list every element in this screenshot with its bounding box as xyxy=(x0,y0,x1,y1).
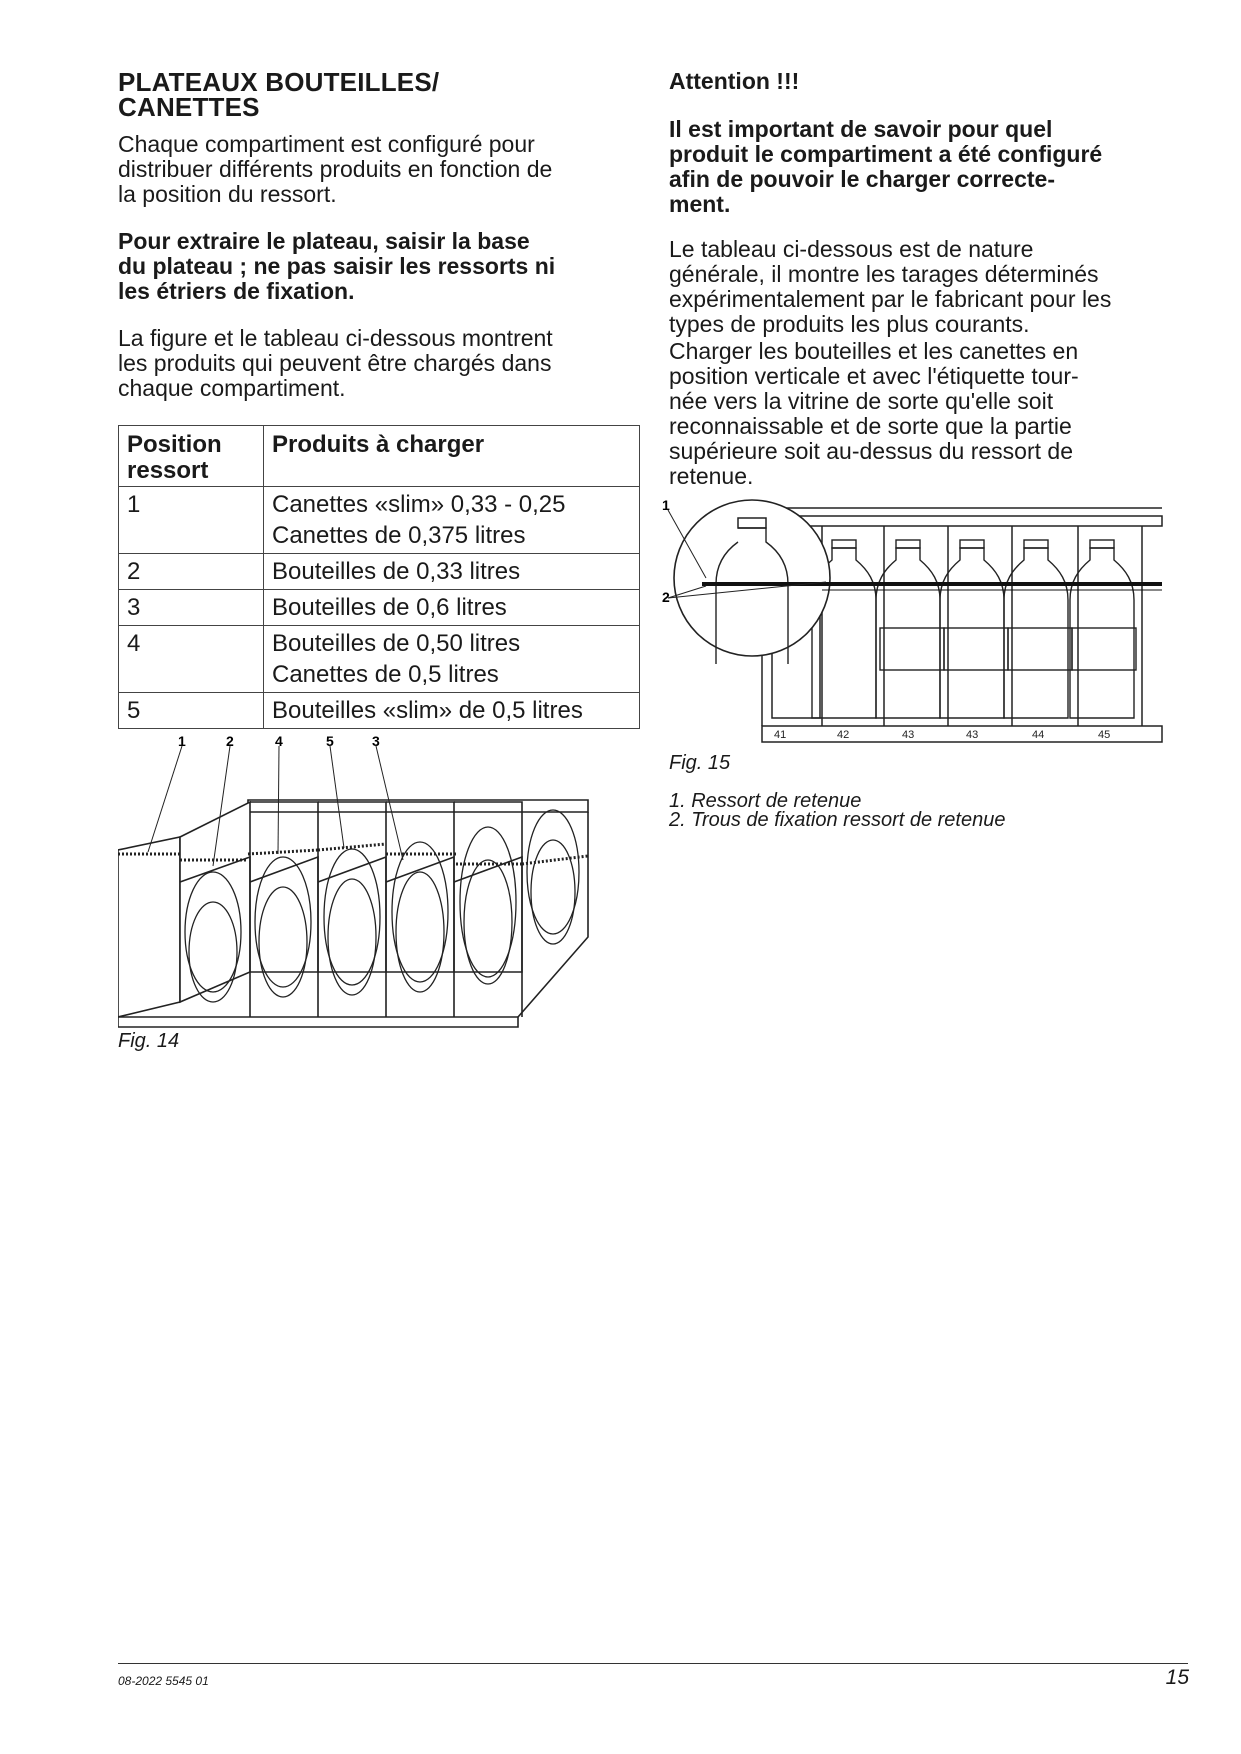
header-products: Produits à charger xyxy=(264,426,640,487)
slot-number: 45 xyxy=(1098,729,1111,741)
footer-divider xyxy=(118,1663,1188,1664)
slot-number: 42 xyxy=(837,729,850,741)
table-cell-products: Bouteilles de 0,6 litres xyxy=(264,590,640,626)
fig15-callout-2: 2 xyxy=(662,589,670,605)
page-number: 15 xyxy=(1165,1666,1189,1689)
table-cell-products: Canettes «slim» 0,33 - 0,25 Canettes de 0,375 litres xyxy=(264,487,640,554)
section-heading: PLATEAUX BOUTEILLES/ CANETTES xyxy=(118,67,440,122)
fig14-caption: Fig. 14 xyxy=(118,1030,180,1052)
fig14-callout-1: 1 xyxy=(178,733,186,749)
legend-item: 1. Ressort de retenue xyxy=(669,790,862,812)
table-row xyxy=(119,693,640,729)
table-row xyxy=(119,554,640,590)
table-cell-position: 1 xyxy=(119,487,264,554)
fig14-callout-3: 3 xyxy=(372,733,380,749)
table-cell-position: 5 xyxy=(119,693,264,729)
fig14-tray-drawing xyxy=(118,732,593,1032)
left-column xyxy=(118,64,638,729)
slot-number: 43 xyxy=(966,729,979,741)
table-row xyxy=(119,626,640,693)
table-cell-products: Bouteilles de 0,33 litres xyxy=(264,554,640,590)
table-cell-position: 2 xyxy=(119,554,264,590)
loading-instructions-paragraph: Charger les bouteilles et les canettes en position verticale et avec l'étiquette tour- née vers la vitrine de sorte qu'elle soit reconnaissable et de sorte que la partie supérieure soit au-dessus du ressort de retenue. xyxy=(669,338,1079,489)
document-code: 08-2022 5545 01 xyxy=(118,1674,209,1688)
slot-number: 43 xyxy=(902,729,915,741)
fig15-caption: Fig. 15 xyxy=(669,752,731,774)
table-header-row xyxy=(119,426,640,487)
fig14-callout-2: 2 xyxy=(226,733,234,749)
intro-paragraph: Chaque compartiment est configuré pour distribuer différents produits en fonction de la position du ressort. xyxy=(118,131,553,207)
general-table-paragraph: Le tableau ci-dessous est de nature générale, il montre les tarages déterminés expérimentalement par le fabricant pour les types de produits les plus courants. xyxy=(669,236,1112,337)
legend-item: 2. Trous de fixation ressort de retenue xyxy=(669,809,1006,831)
table-cell-products: Bouteilles de 0,50 litres Canettes de 0,5 litres xyxy=(264,626,640,693)
fig14-callout-5: 5 xyxy=(326,733,334,749)
header-position: Position ressort xyxy=(119,426,264,487)
table-row xyxy=(119,487,640,554)
important-notice: Il est important de savoir pour quel produit le compartiment a été configuré afin de pouvoir le charger correcte- ment. xyxy=(669,116,1103,217)
fig15-callout-1: 1 xyxy=(662,498,670,513)
slot-number: 44 xyxy=(1032,729,1045,741)
slot-number: 41 xyxy=(774,729,787,741)
table-row xyxy=(119,590,640,626)
attention-heading: Attention !!! xyxy=(669,68,800,94)
table-cell-products: Bouteilles «slim» de 0,5 litres xyxy=(264,693,640,729)
fig15-legend xyxy=(669,792,1005,830)
right-column xyxy=(669,64,1199,489)
table-cell-position: 4 xyxy=(119,626,264,693)
figure-table-paragraph: La figure et le tableau ci-dessous montrent les produits qui peuvent être chargés dans chaque compartiment. xyxy=(118,325,553,401)
fig15-bottles-drawing xyxy=(662,498,1172,748)
fig14-callout-4: 4 xyxy=(275,733,283,749)
products-table xyxy=(118,425,640,729)
extraction-warning: Pour extraire le plateau, saisir la base du plateau ; ne pas saisir les ressorts ni les étriers de fixation. xyxy=(118,228,556,304)
table-cell-position: 3 xyxy=(119,590,264,626)
